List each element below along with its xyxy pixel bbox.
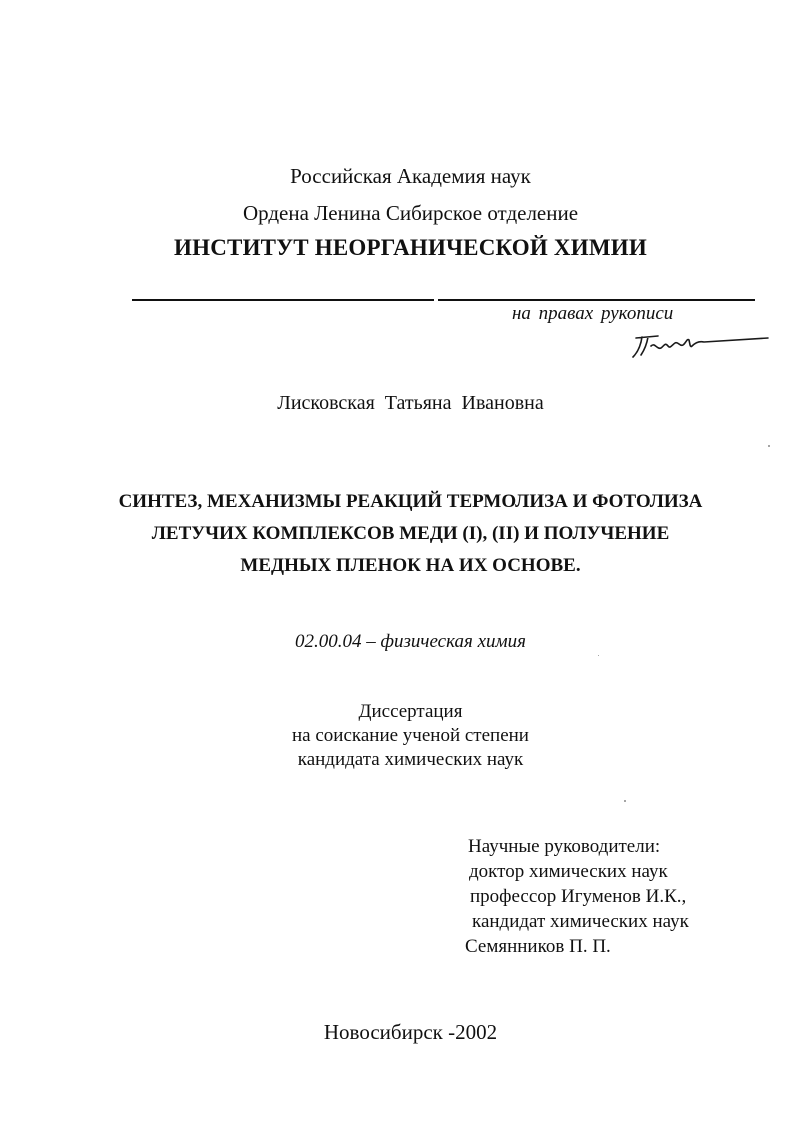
rights-note: на правах рукописи — [512, 303, 674, 324]
supervisors-heading: Научные руководители: — [468, 836, 661, 857]
supervisors-block — [465, 834, 689, 959]
title-line: ЛЕТУЧИХ КОМПЛЕКСОВ МЕДИ (I), (II) И ПОЛУЧЕНИЕ — [151, 523, 670, 544]
scan-speck — [598, 655, 599, 656]
thesis-title — [14, 486, 793, 582]
divider-left — [132, 299, 434, 301]
academy-name: Российская Академия наук — [290, 164, 531, 188]
signature-icon — [628, 324, 770, 364]
author-name: Лисковская Татьяна Ивановна — [277, 392, 544, 414]
thesis-line: кандидата химических наук — [297, 749, 524, 770]
thesis-type — [14, 700, 793, 772]
thesis-line: на соискание ученой степени — [292, 725, 529, 746]
supervisor-line: профессор Игуменов И.К., — [470, 886, 687, 907]
thesis-line: Диссертация — [358, 701, 463, 722]
scan-speck — [624, 800, 626, 802]
supervisor-line: доктор химических наук — [469, 861, 668, 882]
branch-name: Ордена Ленина Сибирское отделение — [242, 201, 579, 225]
divider-right — [438, 299, 755, 301]
scan-speck — [768, 445, 770, 447]
institute-name: ИНСТИТУТ НЕОРГАНИЧЕСКОЙ ХИМИИ — [174, 235, 647, 260]
supervisor-line: кандидат химических наук — [472, 911, 689, 932]
city-year: Новосибирск -2002 — [323, 1020, 498, 1044]
speciality-code: 02.00.04 – физическая химия — [295, 631, 526, 652]
supervisor-line: Семянников П. П. — [465, 936, 611, 957]
title-line: МЕДНЫХ ПЛЕНОК НА ИХ ОСНОВЕ. — [240, 555, 581, 576]
title-line: СИНТЕЗ, МЕХАНИЗМЫ РЕАКЦИЙ ТЕРМОЛИЗА И ФОТОЛИЗА — [118, 491, 703, 512]
